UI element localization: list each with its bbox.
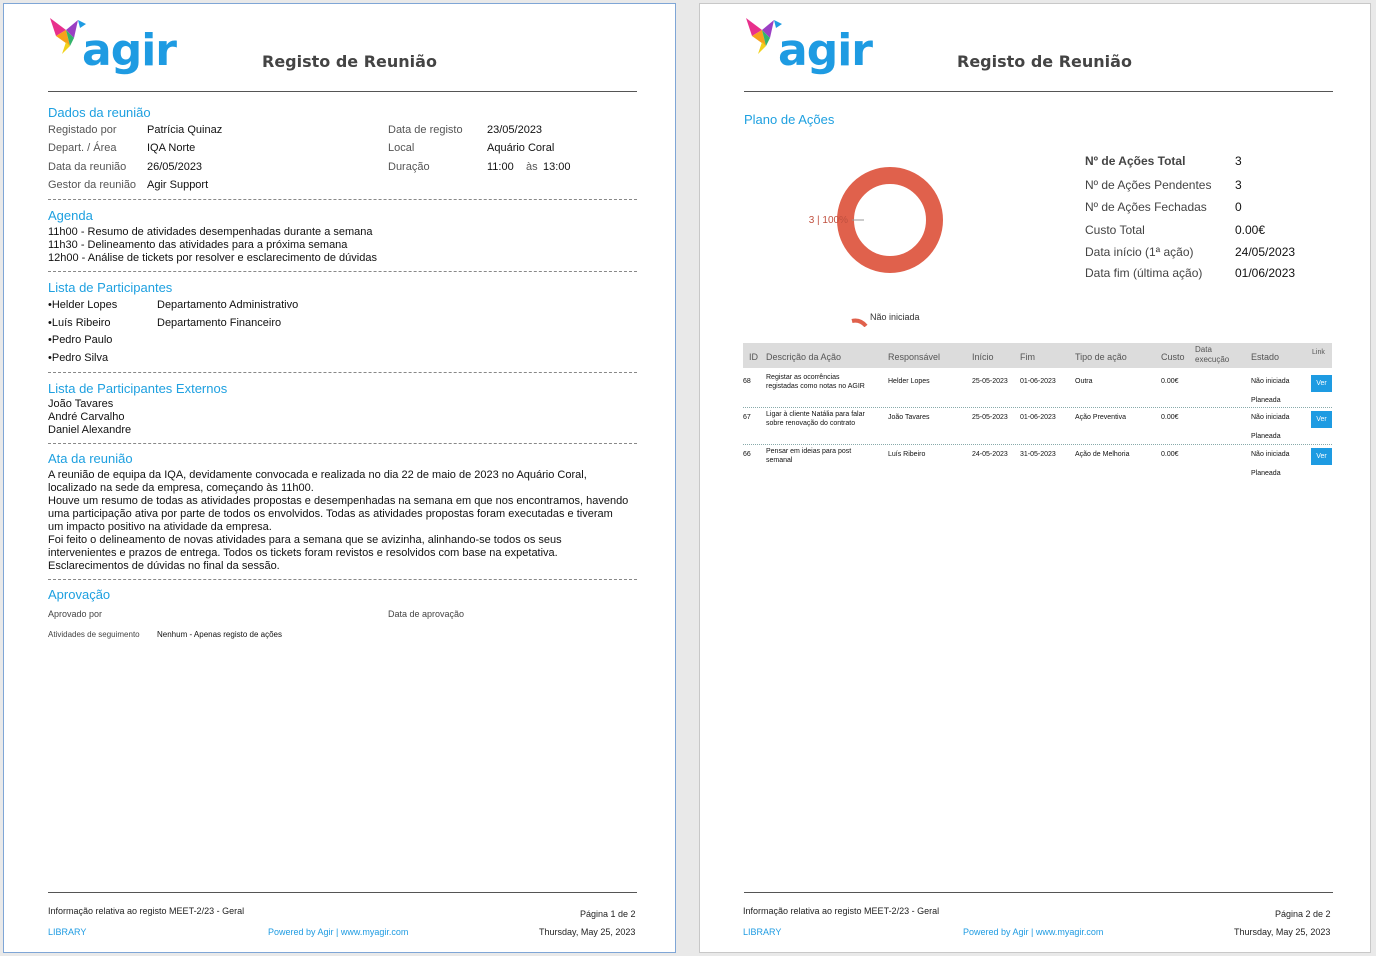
chart-data-label: 3 | 100%: [808, 215, 848, 226]
row-inicio: 25-05-2023: [972, 378, 1008, 385]
local-label: Local: [388, 142, 415, 154]
ata-line: Esclarecimentos de dúvidas no final da sessão.: [48, 560, 280, 572]
row-inicio: 24-05-2023: [972, 451, 1008, 458]
local-value: Aquário Coral: [487, 142, 555, 154]
col-header-tipo: Tipo de ação: [1075, 352, 1127, 362]
header-divider: [744, 91, 1333, 92]
registado-por-label: Registado por: [48, 124, 117, 136]
gestor-label: Gestor da reunião: [48, 179, 137, 191]
view-action-button[interactable]: Ver: [1311, 411, 1332, 428]
section-heading-ata: Ata da reunião: [48, 451, 133, 466]
summary-value: 3: [1235, 154, 1242, 168]
duracao-inicio: 11:00: [487, 161, 514, 173]
section-heading-externos: Lista de Participantes Externos: [48, 381, 228, 396]
section-divider: [48, 199, 637, 200]
data-registo-value: 23/05/2023: [487, 124, 543, 136]
depart-label: Depart. / Área: [48, 142, 117, 154]
summary-label: Custo Total: [1085, 223, 1145, 237]
row-id: 68: [743, 378, 751, 385]
data-reuniao-label: Data da reunião: [48, 161, 127, 173]
duracao-label: Duração: [388, 161, 430, 173]
col-header-estado: Estado: [1251, 352, 1280, 362]
section-heading-aprovacao: Aprovação: [48, 587, 111, 602]
agenda-item: 11h30 - Delineamento das atividades para a próxima semana: [48, 239, 348, 251]
col-header-inicio: Início: [972, 352, 994, 362]
seguimento-label: Atividades de seguimento: [48, 630, 140, 639]
external-participant: João Tavares: [48, 398, 114, 410]
col-header-custo: Custo: [1161, 352, 1185, 362]
row-fim: 31-05-2023: [1020, 451, 1056, 458]
legend-label: Não iniciada: [870, 312, 920, 322]
footer-powered-link[interactable]: Powered by Agir | www.myagir.com: [268, 927, 409, 937]
report-page-2: [699, 3, 1371, 953]
footer-page-number: Página 1 de 2: [580, 909, 636, 919]
summary-label: Data início (1ª ação): [1085, 245, 1194, 259]
participant-name: •Pedro Silva: [48, 352, 109, 364]
registado-por-value: Patrícia Quinaz: [147, 124, 223, 136]
logo-word: agir: [82, 25, 176, 76]
section-divider: [48, 372, 637, 373]
view-action-button[interactable]: Ver: [1311, 448, 1332, 465]
row-sub-estado: Planeada: [1251, 470, 1281, 477]
data-registo-label: Data de registo: [388, 124, 463, 136]
footer-date: Thursday, May 25, 2023: [1234, 927, 1331, 937]
aprovado-por-label: Aprovado por: [48, 609, 103, 619]
duracao-fim: 13:00: [543, 161, 571, 173]
col-header-fim: Fim: [1020, 352, 1035, 362]
summary-value: 0.00€: [1235, 223, 1266, 237]
section-divider: [48, 271, 637, 272]
agenda-item: 12h00 - Análise de tickets por resolver e esclarecimento de dúvidas: [48, 252, 377, 264]
section-heading-agenda: Agenda: [48, 208, 93, 223]
ata-line: um impacto positivo na atividade da empresa.: [48, 521, 272, 533]
row-fim: 01-06-2023: [1020, 378, 1056, 385]
actions-donut-chart: [760, 119, 960, 319]
view-action-button[interactable]: Ver: [1311, 375, 1332, 392]
summary-value: 0: [1235, 200, 1242, 214]
summary-label: Nº de Ações Total: [1085, 154, 1186, 168]
footer-library: LIBRARY: [48, 927, 87, 937]
row-desc-line2: sobre renovação do contrato: [766, 420, 856, 427]
row-desc-line1: Pensar em ideias para post: [766, 448, 852, 455]
summary-label: Nº de Ações Fechadas: [1085, 200, 1207, 214]
summary-value: 24/05/2023: [1235, 245, 1296, 259]
col-header-responsavel: Responsável: [888, 352, 941, 362]
row-divider: [743, 444, 1332, 445]
footer-powered-link[interactable]: Powered by Agir | www.myagir.com: [963, 927, 1104, 937]
ata-line: intervenientes e prazos de entrega. Todos os tickets foram revistos e resolvidos com base na expetativa.: [48, 547, 558, 559]
col-header-data-execucao-1: Data: [1195, 345, 1212, 354]
row-id: 66: [743, 451, 751, 458]
footer-page-number: Página 2 de 2: [1275, 909, 1331, 919]
ata-line: localizado na sede da empresa, começando às 11h00.: [48, 482, 314, 494]
section-divider: [48, 579, 637, 580]
row-estado: Não iniciada: [1251, 451, 1290, 458]
footer-info: Informação relativa ao registo MEET-2/23 - Geral: [48, 906, 245, 916]
participant-name: •Helder Lopes: [48, 299, 118, 311]
legend-swatch: [850, 312, 868, 322]
row-responsavel: Helder Lopes: [888, 378, 930, 385]
depart-value: IQA Norte: [147, 142, 196, 154]
logo-word: agir: [778, 25, 872, 76]
section-heading-participantes: Lista de Participantes: [48, 280, 173, 295]
participant-name: •Pedro Paulo: [48, 334, 113, 346]
report-page-1: [3, 3, 676, 953]
row-desc-line2: registadas como notas no AGIR: [766, 383, 865, 390]
header-divider: [48, 91, 637, 92]
col-header-id: ID: [749, 352, 758, 362]
data-reuniao-value: 26/05/2023: [147, 161, 203, 173]
seguimento-value: Nenhum - Apenas registo de ações: [157, 630, 282, 639]
row-custo: 0.00€: [1161, 451, 1179, 458]
ata-line: Foi feito o delineamento de novas atividades para a semana que se avizinha, alinhando-se todos os seus: [48, 534, 562, 546]
row-divider: [743, 407, 1332, 408]
footer-date: Thursday, May 25, 2023: [539, 927, 636, 937]
summary-label: Data fim (última ação): [1085, 266, 1203, 280]
row-responsavel: João Tavares: [888, 414, 930, 421]
footer-divider: [744, 892, 1333, 893]
row-fim: 01-06-2023: [1020, 414, 1056, 421]
section-heading-plano: Plano de Ações: [744, 112, 835, 127]
row-estado: Não iniciada: [1251, 414, 1290, 421]
row-tipo: Ação Preventiva: [1075, 414, 1126, 421]
row-custo: 0.00€: [1161, 378, 1179, 385]
row-id: 67: [743, 414, 751, 421]
external-participant: Daniel Alexandre: [48, 424, 132, 436]
row-tipo: Outra: [1075, 378, 1093, 385]
participant-dept: Departamento Administrativo: [157, 299, 299, 311]
external-participant: André Carvalho: [48, 411, 125, 423]
row-desc-line1: Registar as ocorrências: [766, 374, 840, 381]
agir-logo: [744, 16, 874, 86]
summary-value: 3: [1235, 178, 1242, 192]
col-header-data-execucao-2: execução: [1195, 355, 1230, 364]
row-sub-estado: Planeada: [1251, 433, 1281, 440]
row-sub-estado: Planeada: [1251, 397, 1281, 404]
section-divider: [48, 443, 637, 444]
row-inicio: 25-05-2023: [972, 414, 1008, 421]
participant-dept: Departamento Financeiro: [157, 317, 282, 329]
ata-line: uma participação ativa por parte de todos os envolvidos. Todas as atividades propostas foram executadas e tiveram: [48, 508, 613, 520]
row-tipo: Ação de Melhoria: [1075, 451, 1130, 458]
row-estado: Não iniciada: [1251, 378, 1290, 385]
summary-value: 01/06/2023: [1235, 266, 1296, 280]
row-responsavel: Luís Ribeiro: [888, 451, 926, 458]
page-title: Registo de Reunião: [262, 52, 437, 71]
col-header-descricao: Descrição da Ação: [766, 352, 842, 362]
duracao-sep: às: [526, 161, 538, 173]
summary-label: Nº de Ações Pendentes: [1085, 178, 1212, 192]
row-custo: 0.00€: [1161, 414, 1179, 421]
row-desc-line1: Ligar à cliente Natália para falar: [766, 411, 865, 418]
agir-logo: [48, 16, 178, 86]
participant-name: •Luís Ribeiro: [48, 317, 111, 329]
gestor-value: Agir Support: [147, 179, 209, 191]
footer-divider: [48, 892, 637, 893]
agenda-item: 11h00 - Resumo de atividades desempenhadas durante a semana: [48, 226, 373, 238]
page-title: Registo de Reunião: [957, 52, 1132, 71]
section-heading-dados: Dados da reunião: [48, 105, 151, 120]
data-aprovacao-label: Data de aprovação: [388, 609, 465, 619]
col-header-link: Link: [1312, 349, 1325, 356]
ata-line: A reunião de equipa da IQA, devidamente convocada e realizada no dia 22 de maio de 2023 no Aquário Coral,: [48, 469, 587, 481]
footer-library: LIBRARY: [743, 927, 782, 937]
ata-line: Houve um resumo de todas as atividades propostas e desempenhadas na semana em que nos encontramos, havendo: [48, 495, 629, 507]
row-desc-line2: semanal: [766, 457, 793, 464]
footer-info: Informação relativa ao registo MEET-2/23 - Geral: [743, 906, 940, 916]
